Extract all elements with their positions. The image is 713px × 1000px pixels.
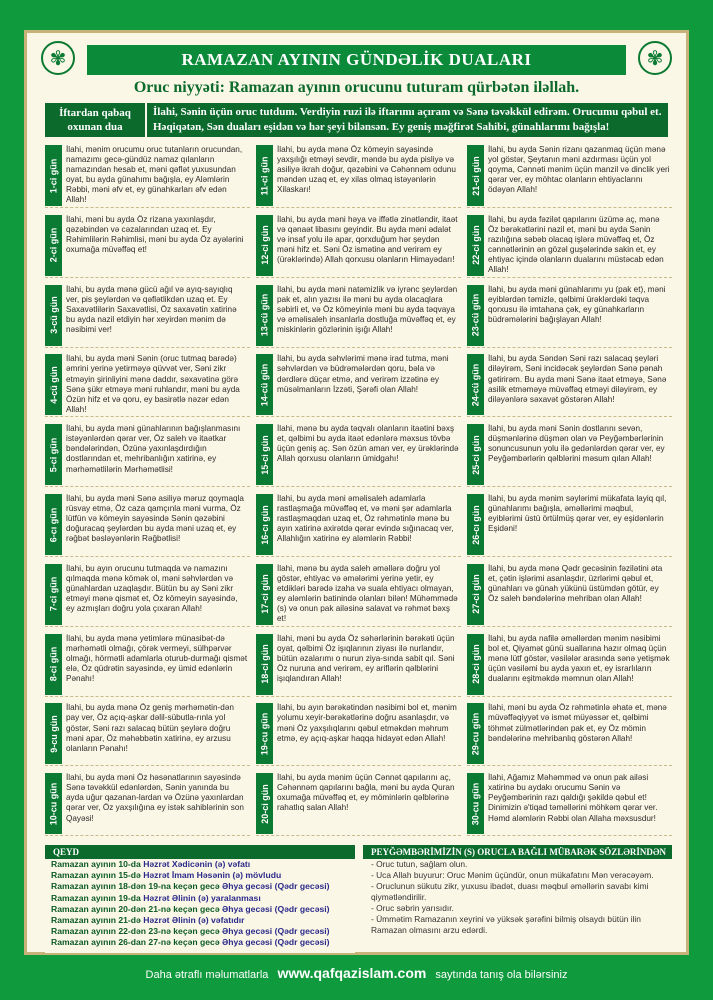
day-entry (45, 562, 250, 627)
day-tab (45, 564, 62, 625)
day-label: 18-ci gün (259, 644, 270, 684)
day-entry (256, 143, 461, 208)
qeyd-event: Əhya gecəsi (Qədr gecəsi) (222, 926, 330, 937)
day-entry (45, 143, 250, 208)
qeyd-row (45, 915, 355, 926)
hadith-item: - Ümmətim Ramazanın xeyrini və yüksək şərəfini bilmiş olsaydı bütün ilin Ramazan olmasını arzu edərdi. (371, 914, 641, 935)
qeyd-date: Ramazan ayının 21-də (51, 915, 141, 926)
day-label: 15-ci gün (259, 434, 270, 475)
footer-text-before: Daha ətraflı məlumatlarla (145, 969, 269, 981)
footer-text-after: saytında tanış ola bilərsiniz (435, 969, 568, 981)
day-entry (256, 283, 461, 348)
day-tab (45, 703, 62, 764)
hadith-item: - Oruc səbrin yarısıdır. (371, 903, 454, 913)
sozler-box (363, 845, 672, 953)
day-entry (467, 283, 672, 348)
day-entry (256, 213, 461, 278)
day-entry (256, 771, 461, 836)
day-prayer-text: İlahi, bu ayın orucunu tutmaqda və namazını qılmaqda mənə kömək ol, məni səhvlərdən və günahlardan uzaqlaşdır. Bütün bu ay Səni zikr etməyi mənə qismət et, Öz kömeyin sayəsində, ey azmışları doğru yola çıxaran Allah! (66, 563, 238, 614)
day-prayer-text: İlahi, bu ayda Səndən Səni razı salacaq şeyləri diləyirəm, Səni incidəcək şeylərdən Sənə pənah gətirirəm. Bu ayda məni Sənə itaət etməyə, Sənə asilik etməməyə müvəffəq etməyi diləyirəm, ey diləyənlərə səxavət göstərən Allah! (488, 354, 667, 404)
iftar-dua-text: İlahi, Sənin üçün oruc tutdum. Verdiyin ruzi ilə iftarımı açıram və Sənə təvəkkül edirəm. Orucumu qəbul et. Həqiqətən, Sən duaları eşidən və hər şeyi bilənsən. Ey geniş məğfirət Sahibi, günahlarımı bağışla! (147, 103, 668, 137)
hadith-item: - Oruc tutun, sağlam olun. (371, 859, 468, 869)
qeyd-event: Əhya gecəsi (Qədr gecəsi) (222, 903, 330, 914)
day-label: 9-cu gün (48, 715, 59, 753)
qeyd-box (45, 845, 355, 953)
day-tab (45, 285, 62, 346)
daily-prayers-grid (45, 143, 672, 841)
day-label: 19-cu gün (259, 712, 270, 756)
day-entry (467, 143, 672, 208)
day-label: 16-cı gün (259, 504, 270, 545)
day-label: 5-ci gün (48, 437, 59, 472)
qeyd-event: Həzrət Əlinin (ə) vəfatıdır (143, 915, 245, 926)
day-label: 28-ci gün (470, 644, 481, 684)
day-prayer-text: İlahi, məni bu ayda Öz rəhmətinlə əhatə et, mənə müvəffəqiyyət və ismət müyəssər et, qəlbimi töhmət zülmətlərindən pak et, ey Öz mömin bəndələrinə mehribanlıq göstərən Allah! (488, 703, 667, 743)
day-label: 29-cu gün (470, 712, 481, 756)
hadith-item: - Oruclunun sükutu zikr, yuxusu ibadət, duası məqbul əməllərin savabı kimi qiymətləndirilir. (371, 881, 649, 902)
day-entry (45, 422, 250, 487)
day-label: 14-cü gün (259, 363, 270, 407)
day-label: 24-cü gün (470, 363, 481, 407)
day-prayer-text: İlahi, mənə bu ayda təqvalı olanların itaətini bəxş et, qəlbimi bu ayda itaət edənlərə məxsus tövbə üçün geniş aç. Sən özün aman ver, ey ürəklərində Allah qorxusu olanların ümidgahı! (277, 424, 459, 464)
day-prayer-text: İlahi, bu ayın bərəkətindən nəsibimi bol et, mənim yolumu xeyir-bərəkətlərinə doğru asanlaşdır, və məni Öz yaxşılıqlarını qəbul etməkdən məhrum etmə, ey açıq-aşkar haqqa hidayət edən Allah! (277, 703, 457, 743)
day-label: 20-ci gün (259, 783, 270, 824)
day-entry (256, 352, 461, 417)
day-entry (45, 701, 250, 766)
day-tab (256, 773, 273, 834)
day-prayer-text: İlahi, Ağamız Məhəmməd və onun pak ailəsi xatirinə bu aydakı orucumu Sənin və Peyğəmbərinin razı qaldığı şəkildə qəbul et! Dinimizin ə'tiqad təməllərini möhkəm qərar ver. Həmd aləmlərin Rəbbi olan Allaha məxsusdur! (488, 773, 658, 823)
iftar-label: İftardan qabaq oxunan dua (45, 103, 145, 137)
day-prayer-text: İlahi, məni bu ayda Öz rizana yaxınlaşdır, qəzəbindən və cəzalarından uzaq et. Ey Rəhimlilərin Rəhimlisi, məni bu ayda Öz ayələrini oxumağa müvəffəq et! (66, 214, 244, 255)
day-prayer-text: İlahi, bu ayda məni Sənin dostlarını sevən, düşmənlərinə düşmən olan və Peyğəmbərlərinin sonuncusunun yolu ilə gedənlərdən qərar ver, ey Peyğəmbərlərin qəlblərini məsum qılan Allah! (488, 424, 665, 464)
corner-ornament-icon: ✾ (638, 41, 672, 75)
qeyd-row (45, 859, 355, 870)
qeyd-row (45, 904, 355, 915)
day-tab (256, 494, 273, 555)
day-tab (256, 285, 273, 346)
day-label: 23-cü gün (470, 293, 481, 337)
day-tab (467, 703, 484, 764)
qeyd-date: Ramazan ayının 19-da (51, 892, 141, 903)
day-prayer-text: İlahi, bu ayda mənə Qədr gecəsinin fəzilətini əta et, çətin işlərimi asanlaşdır, üzrlərimi qəbul et, günahları və günah yükünü üstümdən götür, ey Öz saleh bəndələrinə mehriban olan Allah! (488, 563, 663, 604)
footer (0, 958, 713, 988)
day-entry (45, 213, 250, 278)
qeyd-title: QEYD (45, 845, 355, 859)
day-entry (256, 701, 461, 766)
qeyd-row (45, 926, 355, 937)
day-tab (45, 494, 62, 555)
day-tab (467, 494, 484, 555)
day-tab (45, 424, 62, 485)
day-entry (256, 632, 461, 697)
day-prayer-text: İlahi, bu ayda mənim üçün Cənnət qapılarını aç, Cəhənnəm qapılarını bağla, məni bu ayda Quran oxumağa müvəffəq et, ey möminlərin qəlblərinə rahatlıq salan Allah! (277, 773, 455, 813)
day-label: 12-ci gün (259, 225, 270, 266)
day-entry (467, 632, 672, 697)
website-link[interactable]: www.qafqazislam.com (277, 965, 427, 981)
day-tab (45, 145, 62, 206)
day-label: 27-ci gün (470, 574, 481, 615)
day-label: 1-ci gün (48, 158, 59, 193)
day-prayer-text: İlahi, bu ayda məni günahlarının bağışlanmasını istəyənlərdən qərar ver, Öz saleh və itaətkar bəndələrindən, Özünə yaxınlaşdırdığın dostlarından et, mehribanlığın xatirinə, ey mərhəmətlilərin Mərhəmətlisi! (66, 424, 241, 474)
qeyd-date: Ramazan ayının 20-dən 21-nə keçən gecə (51, 903, 220, 914)
day-tab (467, 634, 484, 695)
days-column-3 (467, 143, 672, 841)
day-tab (45, 354, 62, 415)
day-entry (467, 213, 672, 278)
qeyd-date: Ramazan ayının 22-dən 23-nə keçən gecə (51, 926, 220, 937)
day-prayer-text: İlahi, mənə bu ayda saleh əməllərə doğru yol göstər, ehtiyac və əmələrimi yerinə yetir, ey etdikləri barədə izaha və suala ehtiyacı olmayan, ey aləmlərin batinində olanları bilən! Mühəmmədə (s) və onun pak ailəsinə salavat və rəhmət bəxş et! (277, 563, 458, 624)
day-prayer-text: İlahi, məni bu ayda Öz səhərlərinin bərəkəti üçün oyat, qəlbimi Öz işıqlarının ziyası ilə nurlandır, bütün əzalarımı o nurun ziya-sında sabit qıl. Səni Öz nuruna and verirəm, ey ariflərin qəlblərini işıqlandıran Allah! (277, 633, 455, 683)
niyyet-text: Oruc niyyəti: Ramazan ayının orucunu tuturam qürbətən iləllah. (133, 79, 580, 96)
day-entry (45, 492, 250, 557)
day-tab (467, 145, 484, 206)
day-tab (467, 424, 484, 485)
day-prayer-text: İlahi, bu ayda məni Öz həsənatlarının sayəsində Sənə təvəkkül edənlərdən, Sənin yanında bu ayda uğur qazanan-lardan və Özünə yaxınlardan qərar ver, Öz yaxşılığına ey istək sahiblərinin son Qayəsi! (66, 773, 244, 823)
day-entry (467, 701, 672, 766)
day-tab (467, 773, 484, 834)
day-label: 25-ci gün (470, 434, 481, 475)
qeyd-event: Əhya gecəsi (Qədr gecəsi) (222, 937, 330, 948)
day-label: 22-ci gün (470, 225, 481, 266)
day-label: 2-ci gün (48, 228, 59, 263)
sozler-title: PEYĞƏMBƏRİMİZİN (S) ORUCLA BAĞLI MÜBARƏK SÖZLƏRİNDƏN (363, 845, 672, 859)
qeyd-row (45, 937, 355, 948)
day-prayer-text: İlahi, bu ayda məni Sənin (oruc tutmaq barədə) əmrini yerinə yetirməyə qüvvət ver, Səni zikr etməyin şirinliyini mənə daddır, səxavətinə görə Sənə şükr etməyə məni ruhlandır, məni bu ayda Özün hifz et və qoru, ey basirətlə nəzər edən Allah! (66, 354, 240, 414)
day-entry (256, 422, 461, 487)
day-entry (467, 422, 672, 487)
day-label: 30-cu gün (470, 782, 481, 825)
day-tab (467, 564, 484, 625)
qeyd-event: Həzrət İmam Həsənin (ə) mövludu (143, 870, 282, 881)
day-tab (256, 703, 273, 764)
qeyd-date: Ramazan ayının 26-dan 27-nə keçən gecə (51, 937, 220, 948)
qeyd-event: Həzrət Əlinin (ə) yaralanması (143, 892, 261, 903)
day-prayer-text: İlahi, bu ayda məni həya və iffətlə zinətləndir, itaət və qənaət libasını geyindir. Bu ayda məni ədalət və insaf yolu ilə apar, qorxduğum hər şeydən məni hifz et. Səni Öz ismətinə and verirəm ey (ürəklərində) Allah qorxusu olanların Himayədarı! (277, 214, 458, 265)
day-tab (256, 564, 273, 625)
day-prayer-text: İlahi, bu ayda mənim səylərimi mükafata layiq qıl, günahlarımı bağışla, əməllərimi məqbul, eyiblərimi üstü örtülmüş qərar ver, ey eşidənlərin Eşidəni! (488, 494, 667, 534)
qeyd-date: Ramazan ayının 18-dən 19-na keçən gecə (51, 881, 220, 892)
days-column-1 (45, 143, 250, 841)
day-entry (467, 352, 672, 417)
hadith-item: - Uca Allah buyurur: Oruc Mənim üçündür, onun mükafatını Mən verəcəyəm. (371, 870, 654, 880)
day-prayer-text: İlahi, bu ayda səhvlərimi mənə irad tutma, məni səhvlərdən və büdrəmələrdən qoru, bəla və dərdlərə düçar etmə, and verirəm izzətinə ey müsəlmanların İzzəti, Şərəfi olan Allah! (277, 354, 449, 394)
day-label: 3-cü gün (48, 296, 59, 334)
day-entry (45, 352, 250, 417)
day-entry (467, 562, 672, 627)
day-prayer-text: İlahi, bu ayda mənə Öz kömeyin sayəsində yaxşılığı etməyi sevdir, məndə bu ayda pisliyə və asiliyə ikrah doğur, qəzəbini və Cəhənnəm odunu məndən uzaq et, ey xilas olmaq istəyənlərin Xilaskarı! (277, 145, 456, 195)
day-tab (256, 424, 273, 485)
day-label: 13-cü gün (259, 293, 270, 337)
day-prayer-text: İlahi, bu ayda nafilə əməllərdən mənim nəsibimi bol et, Qiyamət günü suallarına hazır olmaq üçün mənə lütf göstər, vəsilələr arasında sənə yetişmək üçün vəsiləmi bu ayda yaxın et, ey israrlıların dualarını eşitməkdə məmnun olan Allah! (488, 633, 670, 683)
day-entry (45, 632, 250, 697)
day-label: 17-ci gün (259, 574, 270, 615)
day-entry (256, 562, 461, 627)
day-prayer-text: İlahi, bu ayda məni əməlisaleh adamlarla rastlaşmağa müvəffəq et, və məni şər adamlarla rastlaşmaqdan uzaq et, Öz rəhmətinlə mənə bu ayın xatirinə axirətdə qərar evində sığınacaq ver, Allahlığın xatirinə ey aləmlərin Rəbbi! (277, 494, 454, 544)
day-entry (45, 771, 250, 836)
qeyd-row (45, 870, 355, 881)
day-entry (45, 283, 250, 348)
day-tab (467, 285, 484, 346)
day-tab (45, 634, 62, 695)
day-label: 8-ci gün (48, 646, 59, 682)
day-label: 21-ci gün (470, 155, 481, 196)
day-label: 11-ci gün (259, 155, 270, 196)
day-prayer-text: İlahi, bu ayda mənə gücü ağıl və ayıq-sayıqlıq ver, pis şeylərdən və qəflətlikdən uzaq et. Ey Saxavətlilərin Saxavətlisi, Öz saxavətin xatirinə bu ayda nazil etdiyin hər xeyirdən mənim də nəsibimi ver! (66, 284, 237, 334)
day-prayer-text: İlahi, bu ayda məni Sənə asiliyə məruz qoymaqla rüsvay etmə, Öz caza qamçınla məni vurma, Öz lütfün və kömeyin sayəsində Sənin qəzəbini doğuracaq şeylərdən bu ayda məni uzaq et, ey rəğbət bəsləyənlərin Rəğbətlisi! (66, 494, 244, 544)
day-tab (467, 215, 484, 276)
day-label: 26-cı gün (470, 504, 481, 545)
day-tab (467, 354, 484, 415)
qeyd-event: Həzrət Xədicənin (ə) vəfatı (143, 859, 251, 869)
qeyd-row (45, 893, 355, 904)
day-entry (256, 492, 461, 557)
day-tab (45, 215, 62, 276)
qeyd-date: Ramazan ayının 10-da (51, 859, 141, 869)
day-label: 10-cu gün (48, 782, 59, 825)
day-tab (256, 145, 273, 206)
page-title: RAMAZAN AYININ GÜNDƏLİK DUALARI (87, 45, 626, 75)
poster-sheet (24, 30, 689, 955)
corner-ornament-icon: ✾ (41, 41, 75, 75)
day-tab (256, 634, 273, 695)
day-label: 4-cü gün (48, 366, 59, 404)
day-prayer-text: İlahi, bu ayda mənə yetimlərə münasibət-də mərhəmətli olmağı, çörək vermeyi, sülhpərvər olmağı, hörmətli adamlarla oturub-durmağı qismət elə, Öz qüdrətin sayəsində, ey ümid edənlərin Pənahı! (66, 633, 248, 683)
day-label: 7-ci gün (48, 577, 59, 612)
day-tab (45, 773, 62, 834)
day-prayer-text: İlahi, mənim orucumu oruc tutanların orucundan, namazımı gecə-gündüz namaz qılanların namazından hesab et, məni qəflət yuxusundan oyat, bu ayda günahımı bağışla, ey Aləmlərin Rəbbi, məni əfv et, ey günahkarları əfv edən Allah! (66, 145, 243, 205)
qeyd-row (45, 881, 355, 892)
qeyd-event: Əhya gecəsi (Qədr gecəsi) (222, 881, 330, 892)
day-prayer-text: İlahi, bu ayda məni natəmizlik və iyrənc şeylərdən pak et, alın yazısı ilə məni bu ayda olacaqlara səbirli et, və Öz kömeyinlə məni bu ayda təqvaya və əməlisaleh insanlarla dostluğa müvəffəq et, ey miskinlərin gözlərinin işığı Allah! (277, 284, 458, 334)
day-tab (256, 354, 273, 415)
day-prayer-text: İlahi, bu ayda mənə Öz geniş mərhəmətin-dən pay ver, Öz açıq-aşkar dəlil-sübutla-rınla yol göstər, Səni razı salacaq bütün şeylərə doğru məni apar, Öz məhəbbətin xatirinə, ey arzusu olanların Pənahı! (66, 703, 234, 753)
qeyd-date: Ramazan ayının 15-də (51, 870, 141, 881)
days-column-2 (256, 143, 461, 841)
day-prayer-text: İlahi, bu ayda Sənin rizanı qazanmaq üçün mənə yol göstər, Şeytanın məni azdırması üçün yol qoyma, Cənnəti mənim üçün manzil və dinclik yeri qərar ver, ey möhtac olanların ehtiyaclarını ödəyən Allah! (488, 145, 670, 195)
day-tab (256, 215, 273, 276)
day-prayer-text: İlahi, bu ayda məni günahlarımı yu (pak et), məni eyiblərdən təmizlə, qəlbimi ürəklərdəki təqva qorxusu ilə imtahana çək, ey günahkarların büdrəmələrini bağışlayan Allah! (488, 284, 666, 324)
day-prayer-text: İlahi, bu ayda fəzilət qapılarını üzümə aç, mənə Öz bərəkətlərini nazil et, məni bu ayda Sənin razılığına səbəb olacaq işlərə müvəffəq et, Öz cənnətlərinin ən gözəl guşələrində sakin et, ey ehtiyac içində olanların dualarını müstəcab edən Allah! (488, 214, 664, 275)
day-label: 6-cı gün (48, 507, 59, 542)
day-entry (467, 771, 672, 836)
day-entry (467, 492, 672, 557)
